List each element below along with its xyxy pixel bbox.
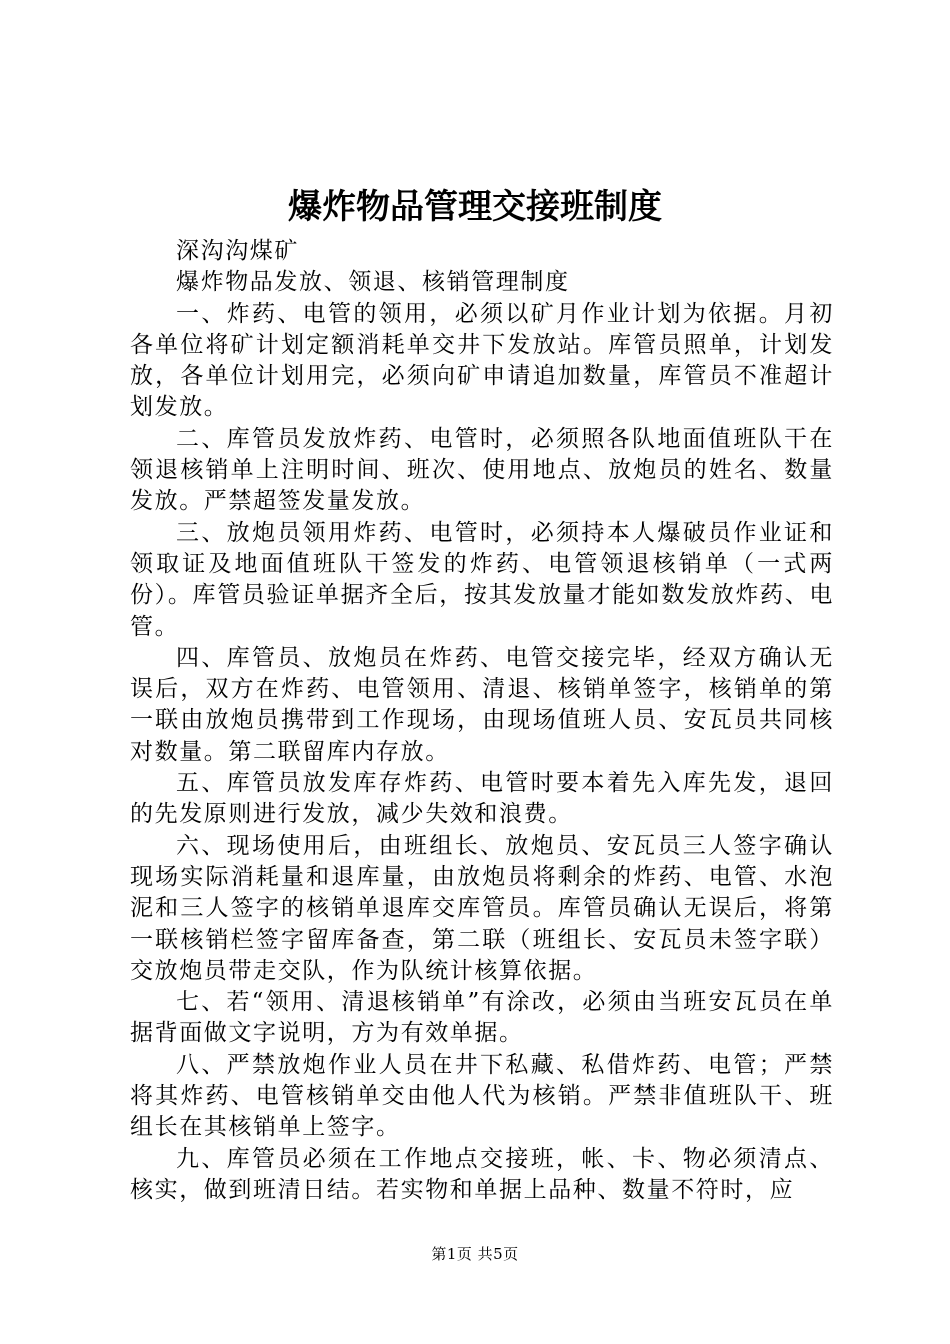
paragraph-3: 三、放炮员领用炸药、电管时，必须持本人爆破员作业证和领取证及地面值班队干签发的炸药、电管领退核销单（一式两份）。库管员验证单据齐全后，按其发放量才能如数发放炸药、电管。 <box>130 519 834 640</box>
paragraph-7: 七、若“领用、清退核销单”有涂改，必须由当班安瓦员在单据背面做文字说明，方为有效单据。 <box>130 989 834 1047</box>
paragraph-1: 一、炸药、电管的领用，必须以矿月作业计划为依据。月初各单位将矿计划定额消耗单交井下发放站。库管员照单，计划发放，各单位计划用完，必须向矿申请追加数量，库管员不准超计划发放。 <box>130 300 834 421</box>
paragraph-4: 四、库管员、放炮员在炸药、电管交接完毕，经双方确认无误后，双方在炸药、电管领用、清退、核销单签字，核销单的第一联由放炮员携带到工作现场，由现场值班人员、安瓦员共同核对数量。第二联留库内存放。 <box>130 644 834 765</box>
document-title: 爆炸物品管理交接班制度 <box>288 187 662 227</box>
page-footer: 第1页 共5页 <box>431 1245 519 1263</box>
paragraph-5: 五、库管员放发库存炸药、电管时要本着先入库先发，退回的先发原则进行发放，减少失效和浪费。 <box>130 770 834 828</box>
paragraph-9: 九、库管员必须在工作地点交接班，帐、卡、物必须清点、核实，做到班清日结。若实物和单据上品种、数量不符时，应 <box>130 1145 834 1203</box>
document-body <box>130 236 834 1206</box>
paragraph-8: 八、严禁放炮作业人员在井下私藏、私借炸药、电管；严禁将其炸药、电管核销单交由他人代为核销。严禁非值班队干、班组长在其核销单上签字。 <box>130 1051 834 1141</box>
paragraph-6: 六、现场使用后，由班组长、放炮员、安瓦员三人签字确认现场实际消耗量和退库量，由放炮员将剩余的炸药、电管、水泡泥和三人签字的核销单退库交库管员。库管员确认无误后，将第一联核销栏签字留库备查，第二联（班组长、安瓦员未签字联）交放炮员带走交队，作为队统计核算依据。 <box>130 832 834 984</box>
mine-name: 深沟沟煤矿 <box>176 238 299 264</box>
subtitle: 爆炸物品发放、领退、核销管理制度 <box>176 269 570 296</box>
paragraph-2: 二、库管员发放炸药、电管时，必须照各队地面值班队干在领退核销单上注明时间、班次、使用地点、放炮员的姓名、数量发放。严禁超签发量发放。 <box>130 425 834 515</box>
